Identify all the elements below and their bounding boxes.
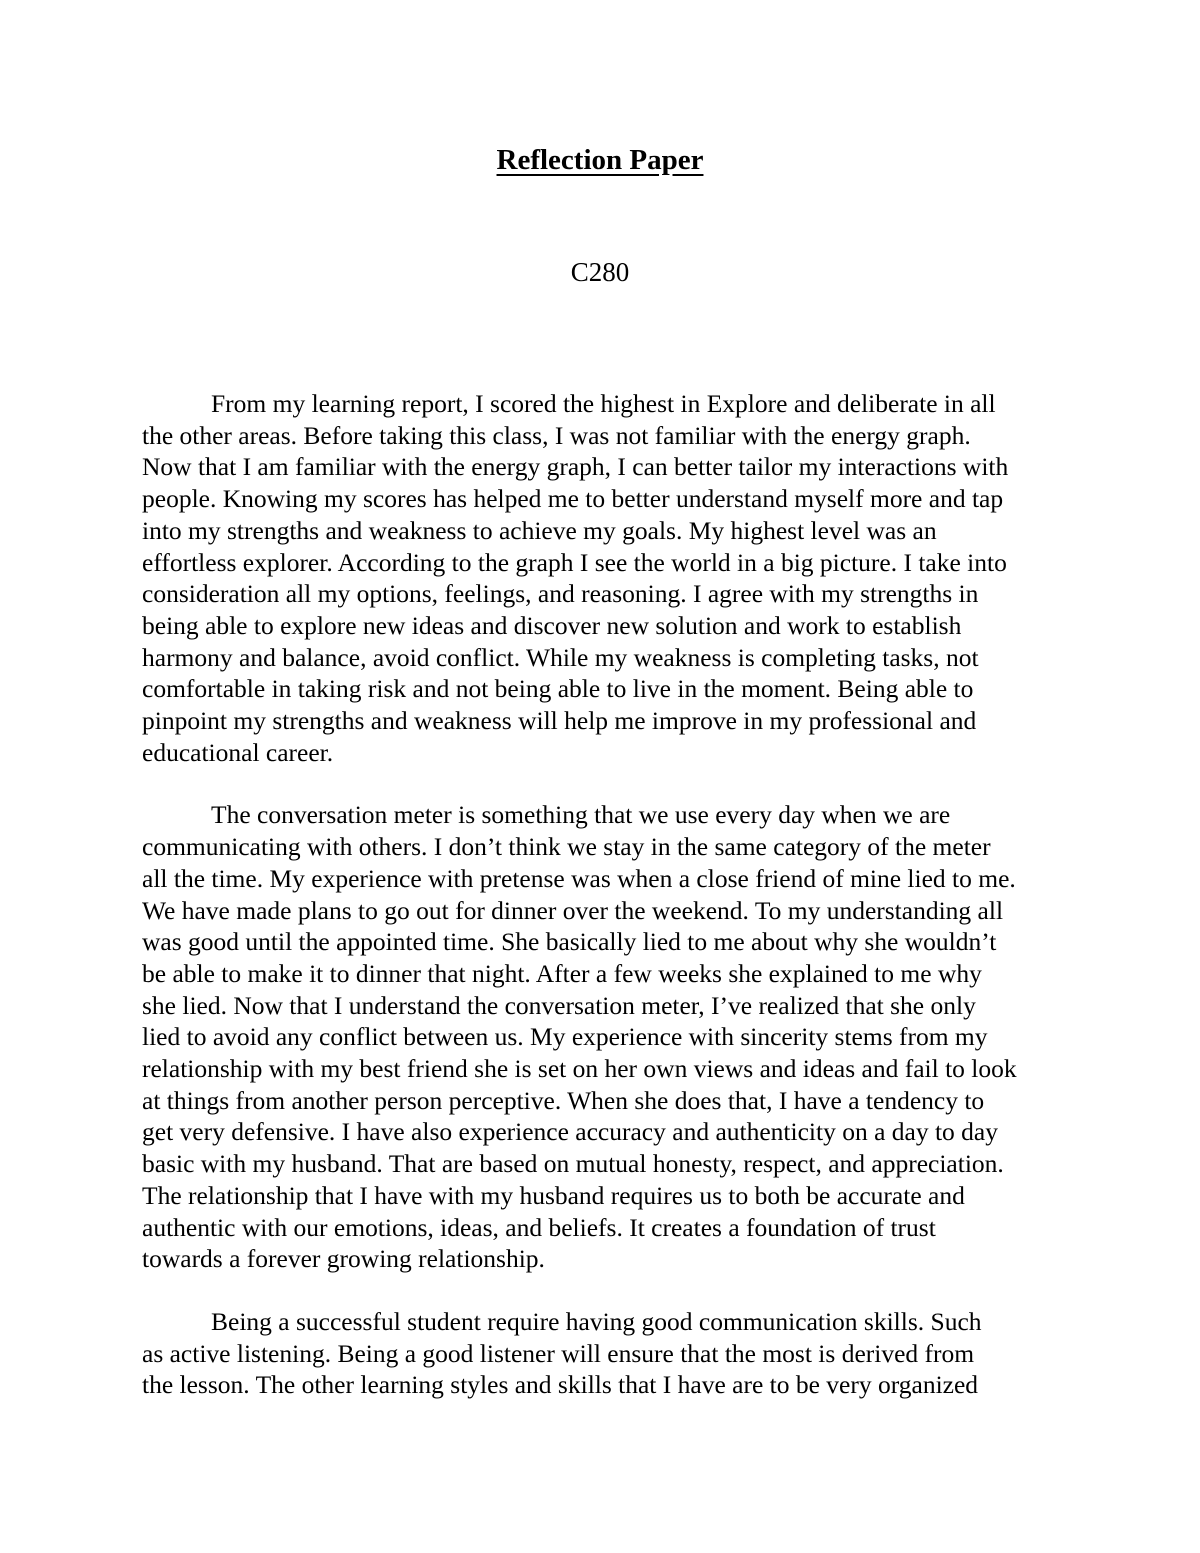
paragraph-line: all the time. My experience with pretense was when a close friend of mine lied to me. — [142, 863, 1016, 893]
paragraph-line: consideration all my options, feelings, and reasoning. I agree with my strengths in — [142, 579, 979, 609]
paragraph-line: effortless explorer. According to the graph I see the world in a big picture. I take into — [142, 547, 1007, 577]
paragraph-line: From my learning report, I scored the highest in Explore and deliberate in all — [211, 389, 996, 418]
paragraph-line: lied to avoid any conflict between us. My experience with sincerity stems from my — [142, 1022, 988, 1052]
paragraph-line: the lesson. The other learning styles and skills that I have are to be very organized — [142, 1370, 979, 1400]
course-code: C280 — [570, 257, 630, 287]
paragraph-line: get very defensive. I have also experience accuracy and authenticity on a day to day — [142, 1117, 998, 1147]
paragraph-line: people. Knowing my scores has helped me to better understand myself more and tap — [142, 484, 1004, 514]
paragraph-2 — [142, 799, 1062, 1275]
paragraph-line: authentic with our emotions, ideas, and beliefs. It creates a foundation of trust — [142, 1212, 936, 1242]
paragraph-line: the other areas. Before taking this class, I was not familiar with the energy graph. — [142, 420, 971, 450]
paragraph-line: basic with my husband. That are based on mutual honesty, respect, and appreciation. — [142, 1149, 1004, 1179]
paragraph-line: into my strengths and weakness to achieve my goals. My highest level was an — [142, 515, 937, 545]
paragraph-line: educational career. — [142, 737, 334, 767]
paragraph-line: Now that I am familiar with the energy graph, I can better tailor my interactions with — [142, 452, 1009, 482]
paragraph-line: Being a successful student require having good communication skills. Such — [211, 1306, 982, 1336]
paragraph-line: was good until the appointed time. She basically lied to me about why she wouldn’t — [142, 927, 997, 957]
paragraph-line: at things from another person perceptive. When she does that, I have a tendency to — [142, 1085, 985, 1115]
paragraph-line: pinpoint my strengths and weakness will help me improve in my professional and — [142, 706, 977, 736]
paragraph-line: communicating with others. I don’t think we stay in the same category of the meter — [142, 832, 991, 862]
paragraph-line: she lied. Now that I understand the conversation meter, I’ve realized that she only — [142, 990, 976, 1020]
paragraph-line: as active listening. Being a good listener will ensure that the most is derived from — [142, 1338, 975, 1368]
paragraph-line: The conversation meter is something that we use every day when we are — [211, 800, 951, 830]
paragraph-line: The relationship that I have with my husband requires us to both be accurate and — [142, 1180, 965, 1210]
paragraph-line: We have made plans to go out for dinner over the weekend. To my understanding all — [142, 895, 1004, 925]
document-title: Reflection Paper — [496, 144, 704, 176]
paragraph-3 — [142, 1306, 1062, 1401]
paragraph-line: relationship with my best friend she is set on her own views and ideas and fail to look — [142, 1054, 1017, 1084]
paragraph-line: harmony and balance, avoid conflict. While my weakness is completing tasks, not — [142, 642, 979, 672]
paragraph-line: comfortable in taking risk and not being able to live in the moment. Being able to — [142, 674, 974, 704]
paragraph-1 — [142, 388, 1062, 768]
document-body — [142, 388, 1062, 1432]
paragraph-line: being able to explore new ideas and discover new solution and work to establish — [142, 610, 962, 640]
paragraph-line: towards a forever growing relationship. — [142, 1244, 545, 1274]
paragraph-line: be able to make it to dinner that night. After a few weeks she explained to me why — [142, 958, 982, 988]
